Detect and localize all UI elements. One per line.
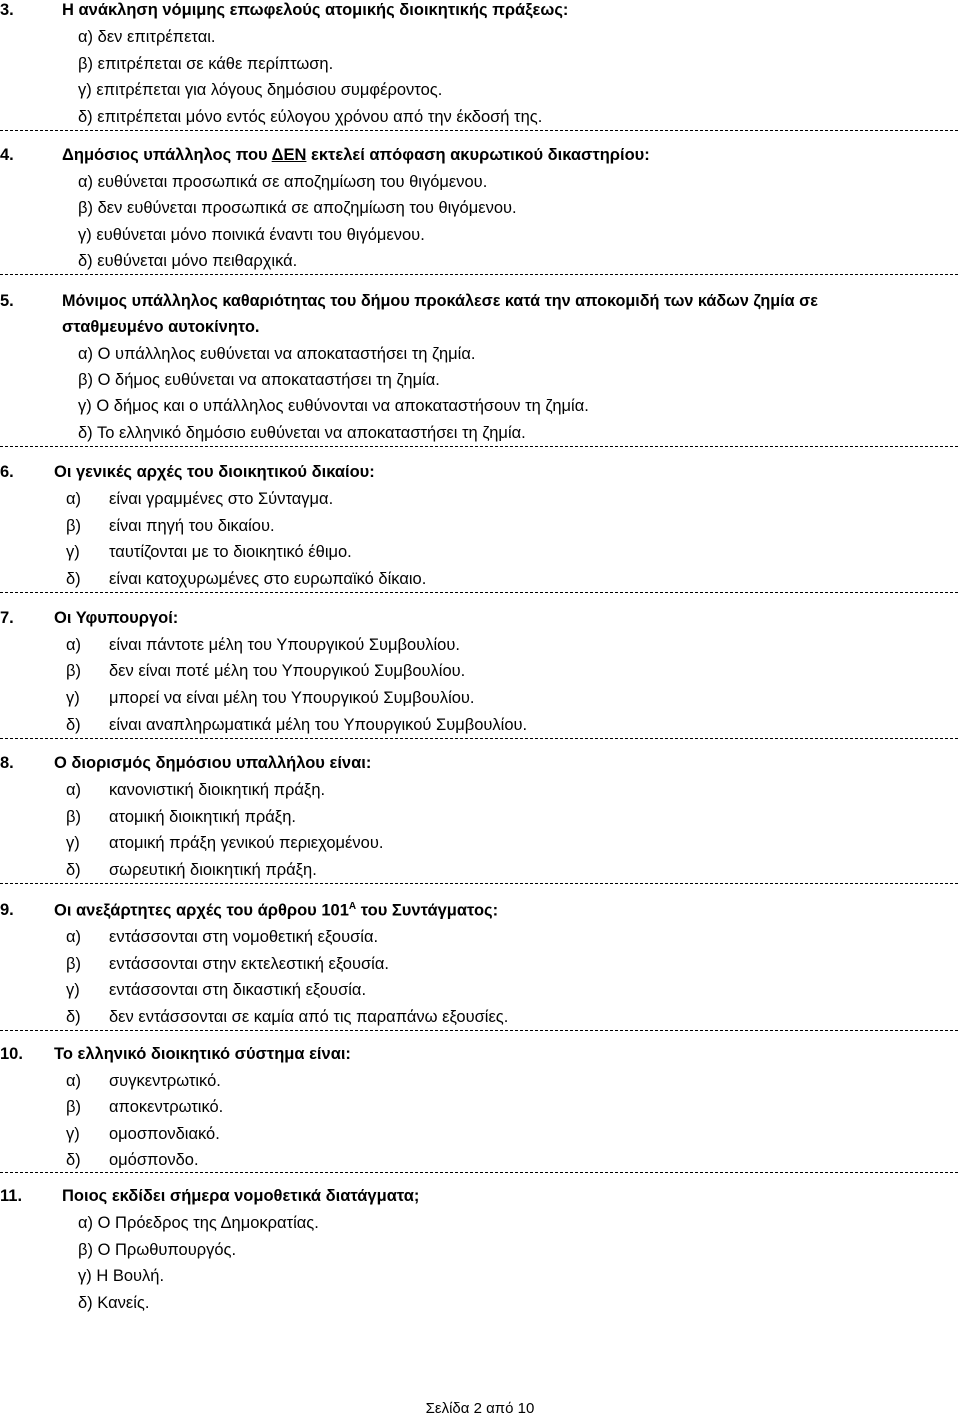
option-b-letter: β)	[66, 955, 81, 973]
question-text: Ο διορισμός δημόσιου υπαλλήλου είναι:	[54, 754, 372, 772]
option-d: είναι αναπληρωματικά μέλη του Υπουργικού Συμβουλίου.	[109, 716, 528, 734]
option-b: ατομική διοικητική πράξη.	[109, 808, 296, 826]
option-d: είναι κατοχυρωμένες στο ευρωπαϊκό δίκαιο.	[109, 570, 427, 588]
option-b-letter: β)	[66, 662, 81, 680]
option-c-letter: γ)	[66, 689, 80, 707]
question-number: 11.	[0, 1187, 23, 1205]
option-b: αποκεντρωτικό.	[109, 1098, 224, 1116]
option-b: β) επιτρέπεται σε κάθε περίπτωση.	[78, 55, 334, 73]
divider	[0, 738, 958, 739]
option-a: α) δεν επιτρέπεται.	[78, 28, 216, 46]
question-number: 5.	[0, 292, 14, 310]
option-b: εντάσσονται στην εκτελεστική εξουσία.	[109, 955, 389, 973]
option-b: είναι πηγή του δικαίου.	[109, 517, 275, 535]
option-d-letter: δ)	[66, 1008, 81, 1026]
option-d-letter: δ)	[66, 570, 81, 588]
option-d-letter: δ)	[66, 861, 81, 879]
question-number: 7.	[0, 609, 14, 627]
page-footer: Σελίδα 2 από 10	[425, 1400, 535, 1417]
option-a-letter: α)	[66, 1072, 82, 1090]
question-text: Οι ανεξάρτητες αρχές του άρθρου $101^A$ του Συντάγματος:	[54, 901, 499, 920]
option-b: δεν είναι ποτέ μέλη του Υπουργικού Συμβουλίου.	[109, 662, 466, 680]
option-a-letter: α)	[66, 928, 82, 946]
option-d: δ) ευθύνεται μόνο πειθαρχικά.	[78, 252, 298, 270]
question-number: 9.	[0, 901, 14, 919]
option-b-letter: β)	[66, 1098, 81, 1116]
option-c: γ) ευθύνεται μόνο ποινικά έναντι του θιγόμενου.	[78, 226, 425, 244]
option-a: εντάσσονται στη νομοθετική εξουσία.	[109, 928, 379, 946]
question-number: 6.	[0, 463, 14, 481]
option-d: δ) Το ελληνικό δημόσιο ευθύνεται να αποκαταστήσει τη ζημία.	[78, 424, 526, 442]
option-c-letter: γ)	[66, 981, 80, 999]
option-d: σωρευτική διοικητική πράξη.	[109, 861, 317, 879]
option-a: κανονιστική διοικητική πράξη.	[109, 781, 326, 799]
option-a: είναι γραμμένες στο Σύνταγμα.	[109, 490, 334, 508]
option-a: α) ευθύνεται προσωπικά σε αποζημίωση του θιγόμενου.	[78, 173, 488, 191]
question-text: Οι γενικές αρχές του διοικητικού δικαίου:	[54, 463, 375, 481]
question-text: Το ελληνικό διοικητικό σύστημα είναι:	[54, 1045, 351, 1063]
question-number: 4.	[0, 146, 14, 164]
question-text-line-2: σταθμευμένο αυτοκίνητο.	[62, 318, 260, 336]
option-d-letter: δ)	[66, 1151, 81, 1169]
divider	[0, 883, 958, 884]
option-d-letter: δ)	[66, 716, 81, 734]
question-text: Οι Υφυπουργοί:	[54, 609, 179, 627]
option-b: β) Ο Πρωθυπουργός.	[78, 1241, 237, 1259]
divider	[0, 130, 958, 131]
option-d: δ) επιτρέπεται μόνο εντός εύλογου χρόνου από την έκδοσή της.	[78, 108, 543, 126]
option-d: ομόσπονδο.	[109, 1151, 199, 1169]
option-b: β) δεν ευθύνεται προσωπικά σε αποζημίωση του θιγόμενου.	[78, 199, 517, 217]
option-c-letter: γ)	[66, 543, 80, 561]
question-text: Ποιος εκδίδει σήμερα νομοθετικά διατάγματα;	[62, 1187, 420, 1205]
divider	[0, 274, 958, 275]
question-text: Η ανάκληση νόμιμης επωφελούς ατομικής διοικητικής πράξεως:	[62, 1, 569, 19]
option-a: α) Ο υπάλληλος ευθύνεται να αποκαταστήσει τη ζημία.	[78, 345, 476, 363]
option-c: γ) Η Βουλή.	[78, 1267, 165, 1285]
option-a: α) Ο Πρόεδρος της Δημοκρατίας.	[78, 1214, 319, 1232]
question-text-line-1: Μόνιμος υπάλληλος καθαριότητας του δήμου προκάλεσε κατά την αποκομιδή των κάδων ζημία σε	[62, 292, 818, 310]
option-c: ομοσπονδιακό.	[109, 1125, 220, 1143]
question-number: 8.	[0, 754, 14, 772]
divider	[0, 446, 958, 447]
option-b-letter: β)	[66, 808, 81, 826]
option-a: συγκεντρωτικό.	[109, 1072, 221, 1090]
option-c: μπορεί να είναι μέλη του Υπουργικού Συμβουλίου.	[109, 689, 475, 707]
divider	[0, 1030, 958, 1031]
option-a-letter: α)	[66, 781, 82, 799]
option-c: ταυτίζονται με το διοικητικό έθιμο.	[109, 543, 352, 561]
option-d: δ) Κανείς.	[78, 1294, 150, 1312]
question-text: Δημόσιος υπάλληλος που ΔΕΝ εκτελεί απόφαση ακυρωτικού δικαστηρίου:	[62, 146, 650, 164]
option-c: γ) επιτρέπεται για λόγους δημόσιου συμφέροντος.	[78, 81, 443, 99]
option-c: εντάσσονται στη δικαστική εξουσία.	[109, 981, 367, 999]
question-number: 10.	[0, 1045, 23, 1063]
option-a-letter: α)	[66, 636, 82, 654]
question-number: 3.	[0, 1, 14, 19]
option-a-letter: α)	[66, 490, 82, 508]
divider	[0, 1172, 958, 1173]
option-c: γ) Ο δήμος και ο υπάλληλος ευθύνονται να αποκαταστήσουν τη ζημία.	[78, 397, 589, 415]
option-a: είναι πάντοτε μέλη του Υπουργικού Συμβουλίου.	[109, 636, 460, 654]
divider	[0, 592, 958, 593]
option-b: β) Ο δήμος ευθύνεται να αποκαταστήσει τη ζημία.	[78, 371, 440, 389]
option-b-letter: β)	[66, 517, 81, 535]
option-c: ατομική πράξη γενικού περιεχομένου.	[109, 834, 384, 852]
option-c-letter: γ)	[66, 834, 80, 852]
option-d: δεν εντάσσονται σε καμία από τις παραπάνω εξουσίες.	[109, 1008, 509, 1026]
option-c-letter: γ)	[66, 1125, 80, 1143]
